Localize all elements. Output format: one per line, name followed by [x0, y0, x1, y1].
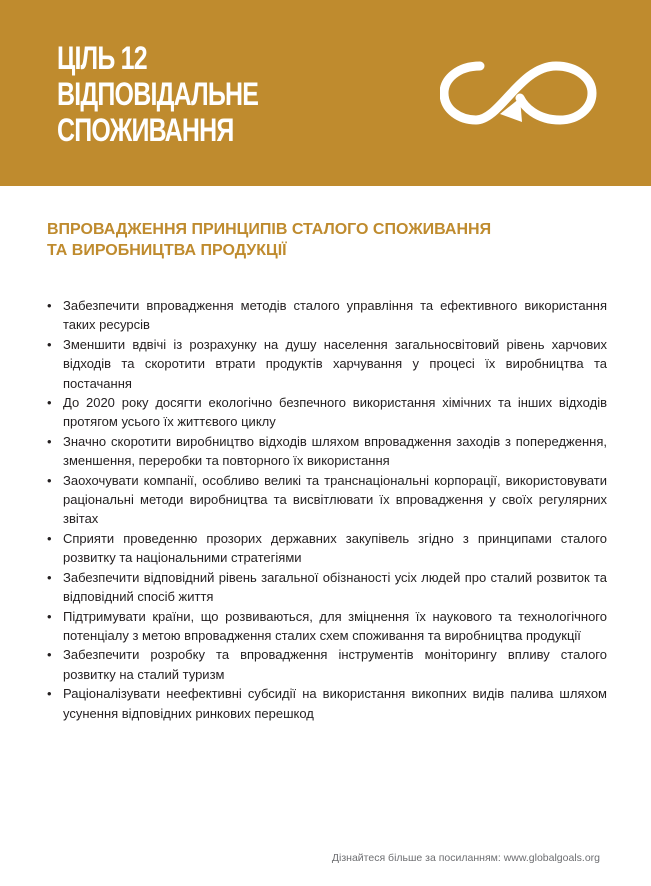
bullet-dot-icon: •	[47, 530, 52, 546]
bullet-dot-icon: •	[47, 569, 52, 585]
list-item	[47, 432, 607, 471]
bullet-dot-icon: •	[47, 608, 52, 624]
list-item	[47, 471, 607, 529]
section-heading	[47, 219, 491, 261]
goal-header-banner	[0, 0, 651, 186]
list-item-text: Сприяти проведенню прозорих державних закупівель згідно з принципами сталого розвитку та національними стратегіями	[63, 530, 607, 566]
footer-note: Дізнайтеся більше за посиланням: www.globalgoals.org	[331, 852, 600, 864]
list-item-text: Забезпечити розробку та впровадження інструментів моніторингу впливу сталого розвитку на сталий туризм	[63, 647, 607, 682]
list-item	[47, 335, 607, 393]
list-item-text: Забезпечити впровадження методів сталого управління та ефективного використання таких ресурсів	[63, 298, 607, 333]
goal-name-line-2: СПОЖИВАННЯ	[57, 112, 234, 148]
list-item	[47, 568, 607, 607]
bullet-dot-icon: •	[47, 298, 52, 313]
list-item	[47, 529, 607, 568]
list-item-text: Зменшити вдвічі із розрахунку на душу населення загальносвітовий рівень харчових відходів та скоротити втрати продуктів харчування у процесі їх виробництва та постачання	[63, 336, 607, 391]
list-item-text: Підтримувати країни, що розвиваються, для зміцнення їх наукового та технологічного потенціалу з метою впровадження сталих схем споживання та виробництва продукції	[63, 608, 607, 643]
bullet-dot-icon: •	[47, 336, 52, 352]
goal-name-line-1: ВІДПОВІДАЛЬНЕ	[57, 76, 259, 112]
bullet-dot-icon: •	[47, 647, 52, 663]
list-item	[47, 296, 607, 335]
list-item-text: До 2020 року досягти екологічно безпечного використання хімічних та інших відходів протягом усього їх життєвого циклу	[63, 395, 607, 430]
list-item-text: Забезпечити відповідний рівень загальної обізнаності усіх людей про сталий розвиток та відповідний спосіб життя	[63, 569, 607, 605]
bullet-dot-icon: •	[47, 686, 52, 702]
list-item	[47, 393, 607, 432]
bullet-dot-icon: •	[47, 472, 52, 488]
list-item-text: Заохочувати компанії, особливо великі та транснаціональні корпорації, використовувати раціональні методи виробництва та висвітлювати їх впровадження у своїх регулярних звітах	[63, 472, 607, 527]
goal-number: ЦІЛЬ 12	[57, 40, 147, 76]
infinity-loop-arrow-icon	[440, 52, 600, 134]
bullet-dot-icon: •	[47, 395, 52, 411]
list-item	[47, 607, 607, 646]
targets-list	[47, 296, 607, 723]
bullet-dot-icon: •	[47, 433, 52, 449]
section-heading-line-1: ВПРОВАДЖЕННЯ ПРИНЦИПІВ СТАЛОГО СПОЖИВАННЯ	[47, 221, 492, 238]
list-item	[47, 645, 607, 684]
section-heading-line-2: ТА ВИРОБНИЦТВА ПРОДУКЦІЇ	[47, 242, 287, 259]
goal-title	[57, 40, 258, 148]
list-item-text: Значно скоротити виробництво відходів шляхом впровадження заходів з попередження, зменшення, переробки та повторного їх використання	[63, 433, 607, 469]
list-item-text: Раціоналізувати неефективні субсидії на використання викопних видів палива шляхом усунення відповідних ринкових перешкод	[63, 686, 607, 721]
list-item	[47, 684, 607, 723]
